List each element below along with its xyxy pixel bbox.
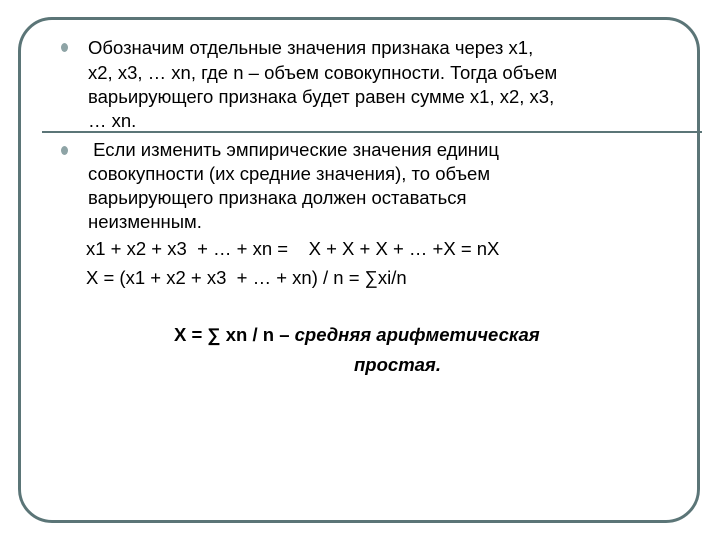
bullet-marker-1 [61,43,68,52]
definition-formula: Х = ∑ хn / n – [174,324,295,345]
bullet2-line3: варьирующего признака должен оставаться [88,187,467,208]
definition-line2 [354,353,441,377]
definition-term: средняя арифметическая [294,324,540,345]
bullet1-line1: Обозначим отдельные значения признака через х1, [88,37,534,58]
bullet2-line1: Если изменить эмпирические значения единиц [88,139,499,160]
formula-sum: х1 + х2 + х3 + … + хn = Х + Х + Х + … +Х = nХ [86,238,500,259]
bullet2-line2: совокупности (их средние значения), то объем [88,163,491,184]
bullet1-line3: варьирующего признака будет равен сумме х1, х2, х3, [88,86,555,107]
bullet1-line4: … хn. [88,110,137,131]
bullet-marker-2 [61,146,68,155]
definition-term-end: простая. [354,354,441,375]
divider-line [42,131,702,133]
definition-line1 [174,323,540,347]
bullet1-line2: х2, х3, … хn, где n – объем совокупности. Тогда объем [88,62,558,83]
formula-mean: Х = (х1 + х2 + х3 + … + хn) / n = ∑хi/n [86,267,407,288]
bullet2-line4: неизменным. [88,211,202,232]
